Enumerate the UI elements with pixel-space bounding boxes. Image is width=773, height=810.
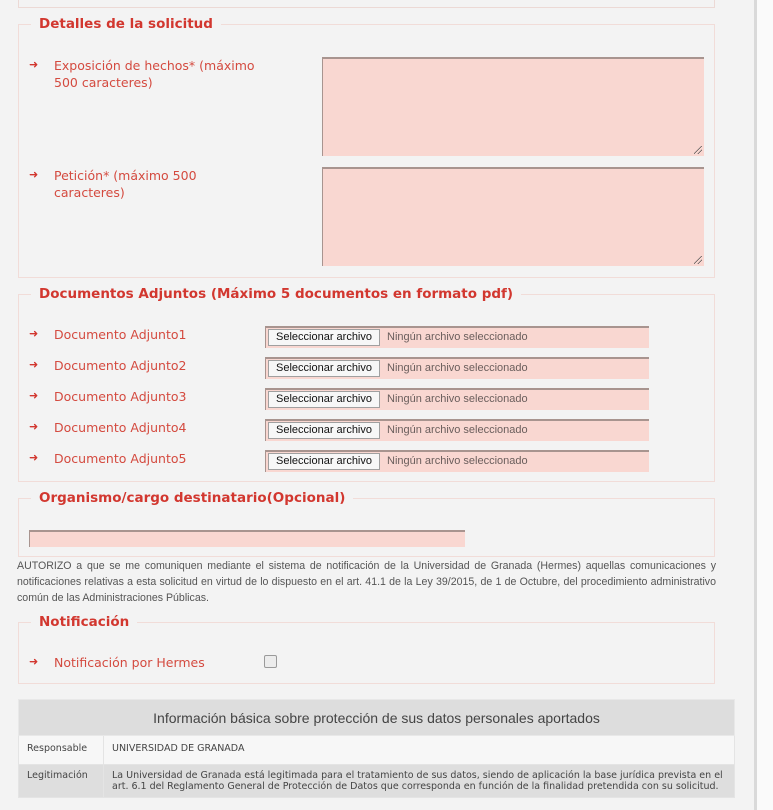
select-file-button[interactable]: Seleccionar archivo: [268, 329, 380, 346]
exposicion-textarea[interactable]: [322, 57, 704, 156]
documento-label: Documento Adjunto1: [54, 327, 187, 342]
row-key: Responsable: [19, 736, 104, 765]
file-status: Ningún archivo seleccionado: [387, 424, 528, 436]
previous-section-box: [18, 0, 715, 8]
peticion-textarea[interactable]: [322, 167, 704, 266]
file-input[interactable]: [265, 388, 649, 410]
notificacion-hermes-checkbox[interactable]: [264, 655, 277, 668]
select-file-button[interactable]: Seleccionar archivo: [268, 422, 380, 439]
arrow-right-icon: ➜: [29, 420, 39, 433]
notificacion-fieldset: [18, 614, 715, 684]
autorizo-text: AUTORIZO a que se me comuniquen mediante el sistema de notificación de la Universidad de Granada (Hermes) aquellas comunicaciones y notificaciones relativas a esta solicitud en virtud de lo dispuesto en el art. 41.1 de la Ley 39/2015, de 1 de Octubre, del procedimiento administrativo común de las Administraciones Públicas.: [17, 560, 716, 604]
exposicion-label: Exposición de hechos* (máximo 500 caracteres): [54, 58, 255, 90]
detalles-legend: Detalles de la solicitud: [39, 16, 213, 32]
arrow-right-icon: ➜: [29, 168, 39, 181]
arrow-right-icon: ➜: [29, 655, 39, 668]
file-input[interactable]: [265, 326, 649, 348]
resize-grip-icon[interactable]: [694, 146, 702, 154]
resize-grip-icon[interactable]: [694, 256, 702, 264]
file-input[interactable]: [265, 450, 649, 472]
documento-label: Documento Adjunto2: [54, 358, 187, 373]
select-file-button[interactable]: Seleccionar archivo: [268, 360, 380, 377]
organismo-legend: Organismo/cargo destinatario(Opcional): [39, 490, 346, 506]
file-input[interactable]: [265, 419, 649, 441]
row-value: La Universidad de Granada está legitimada para el tratamiento de sus datos, siendo de aplicación la base jurídica prevista en el art. 6.1 del Reglamento General de Protección de Datos que corresponda en función de la finalidad pretendida con su solicitud.: [104, 765, 735, 798]
file-status: Ningún archivo seleccionado: [387, 455, 528, 467]
documento-label: Documento Adjunto3: [54, 389, 187, 404]
arrow-right-icon: ➜: [29, 358, 39, 371]
documentos-legend: Documentos Adjuntos (Máximo 5 documentos en formato pdf): [39, 286, 514, 302]
organismo-input[interactable]: [29, 530, 465, 547]
proteccion-datos-table: [18, 699, 735, 798]
proteccion-title: Información básica sobre protección de sus datos personales aportados: [19, 700, 735, 736]
file-status: Ningún archivo seleccionado: [387, 331, 528, 343]
notificacion-legend: Notificación: [39, 614, 130, 630]
arrow-right-icon: ➜: [29, 327, 39, 340]
select-file-button[interactable]: Seleccionar archivo: [268, 453, 380, 470]
file-status: Ningún archivo seleccionado: [387, 362, 528, 374]
select-file-button[interactable]: Seleccionar archivo: [268, 391, 380, 408]
notificacion-hermes-label: Notificación por Hermes: [54, 655, 205, 670]
file-status: Ningún archivo seleccionado: [387, 393, 528, 405]
table-row: [19, 765, 735, 798]
arrow-right-icon: ➜: [29, 389, 39, 402]
table-row: [19, 736, 735, 765]
arrow-right-icon: ➜: [29, 451, 39, 464]
scrollbar-track[interactable]: [754, 0, 773, 810]
row-key: Legitimación: [19, 765, 104, 798]
arrow-right-icon: ➜: [29, 58, 39, 71]
documento-label: Documento Adjunto5: [54, 451, 187, 466]
row-value: UNIVERSIDAD DE GRANADA: [104, 736, 735, 765]
file-input[interactable]: [265, 357, 649, 379]
peticion-label: Petición* (máximo 500 caracteres): [54, 168, 197, 200]
documento-label: Documento Adjunto4: [54, 420, 187, 435]
